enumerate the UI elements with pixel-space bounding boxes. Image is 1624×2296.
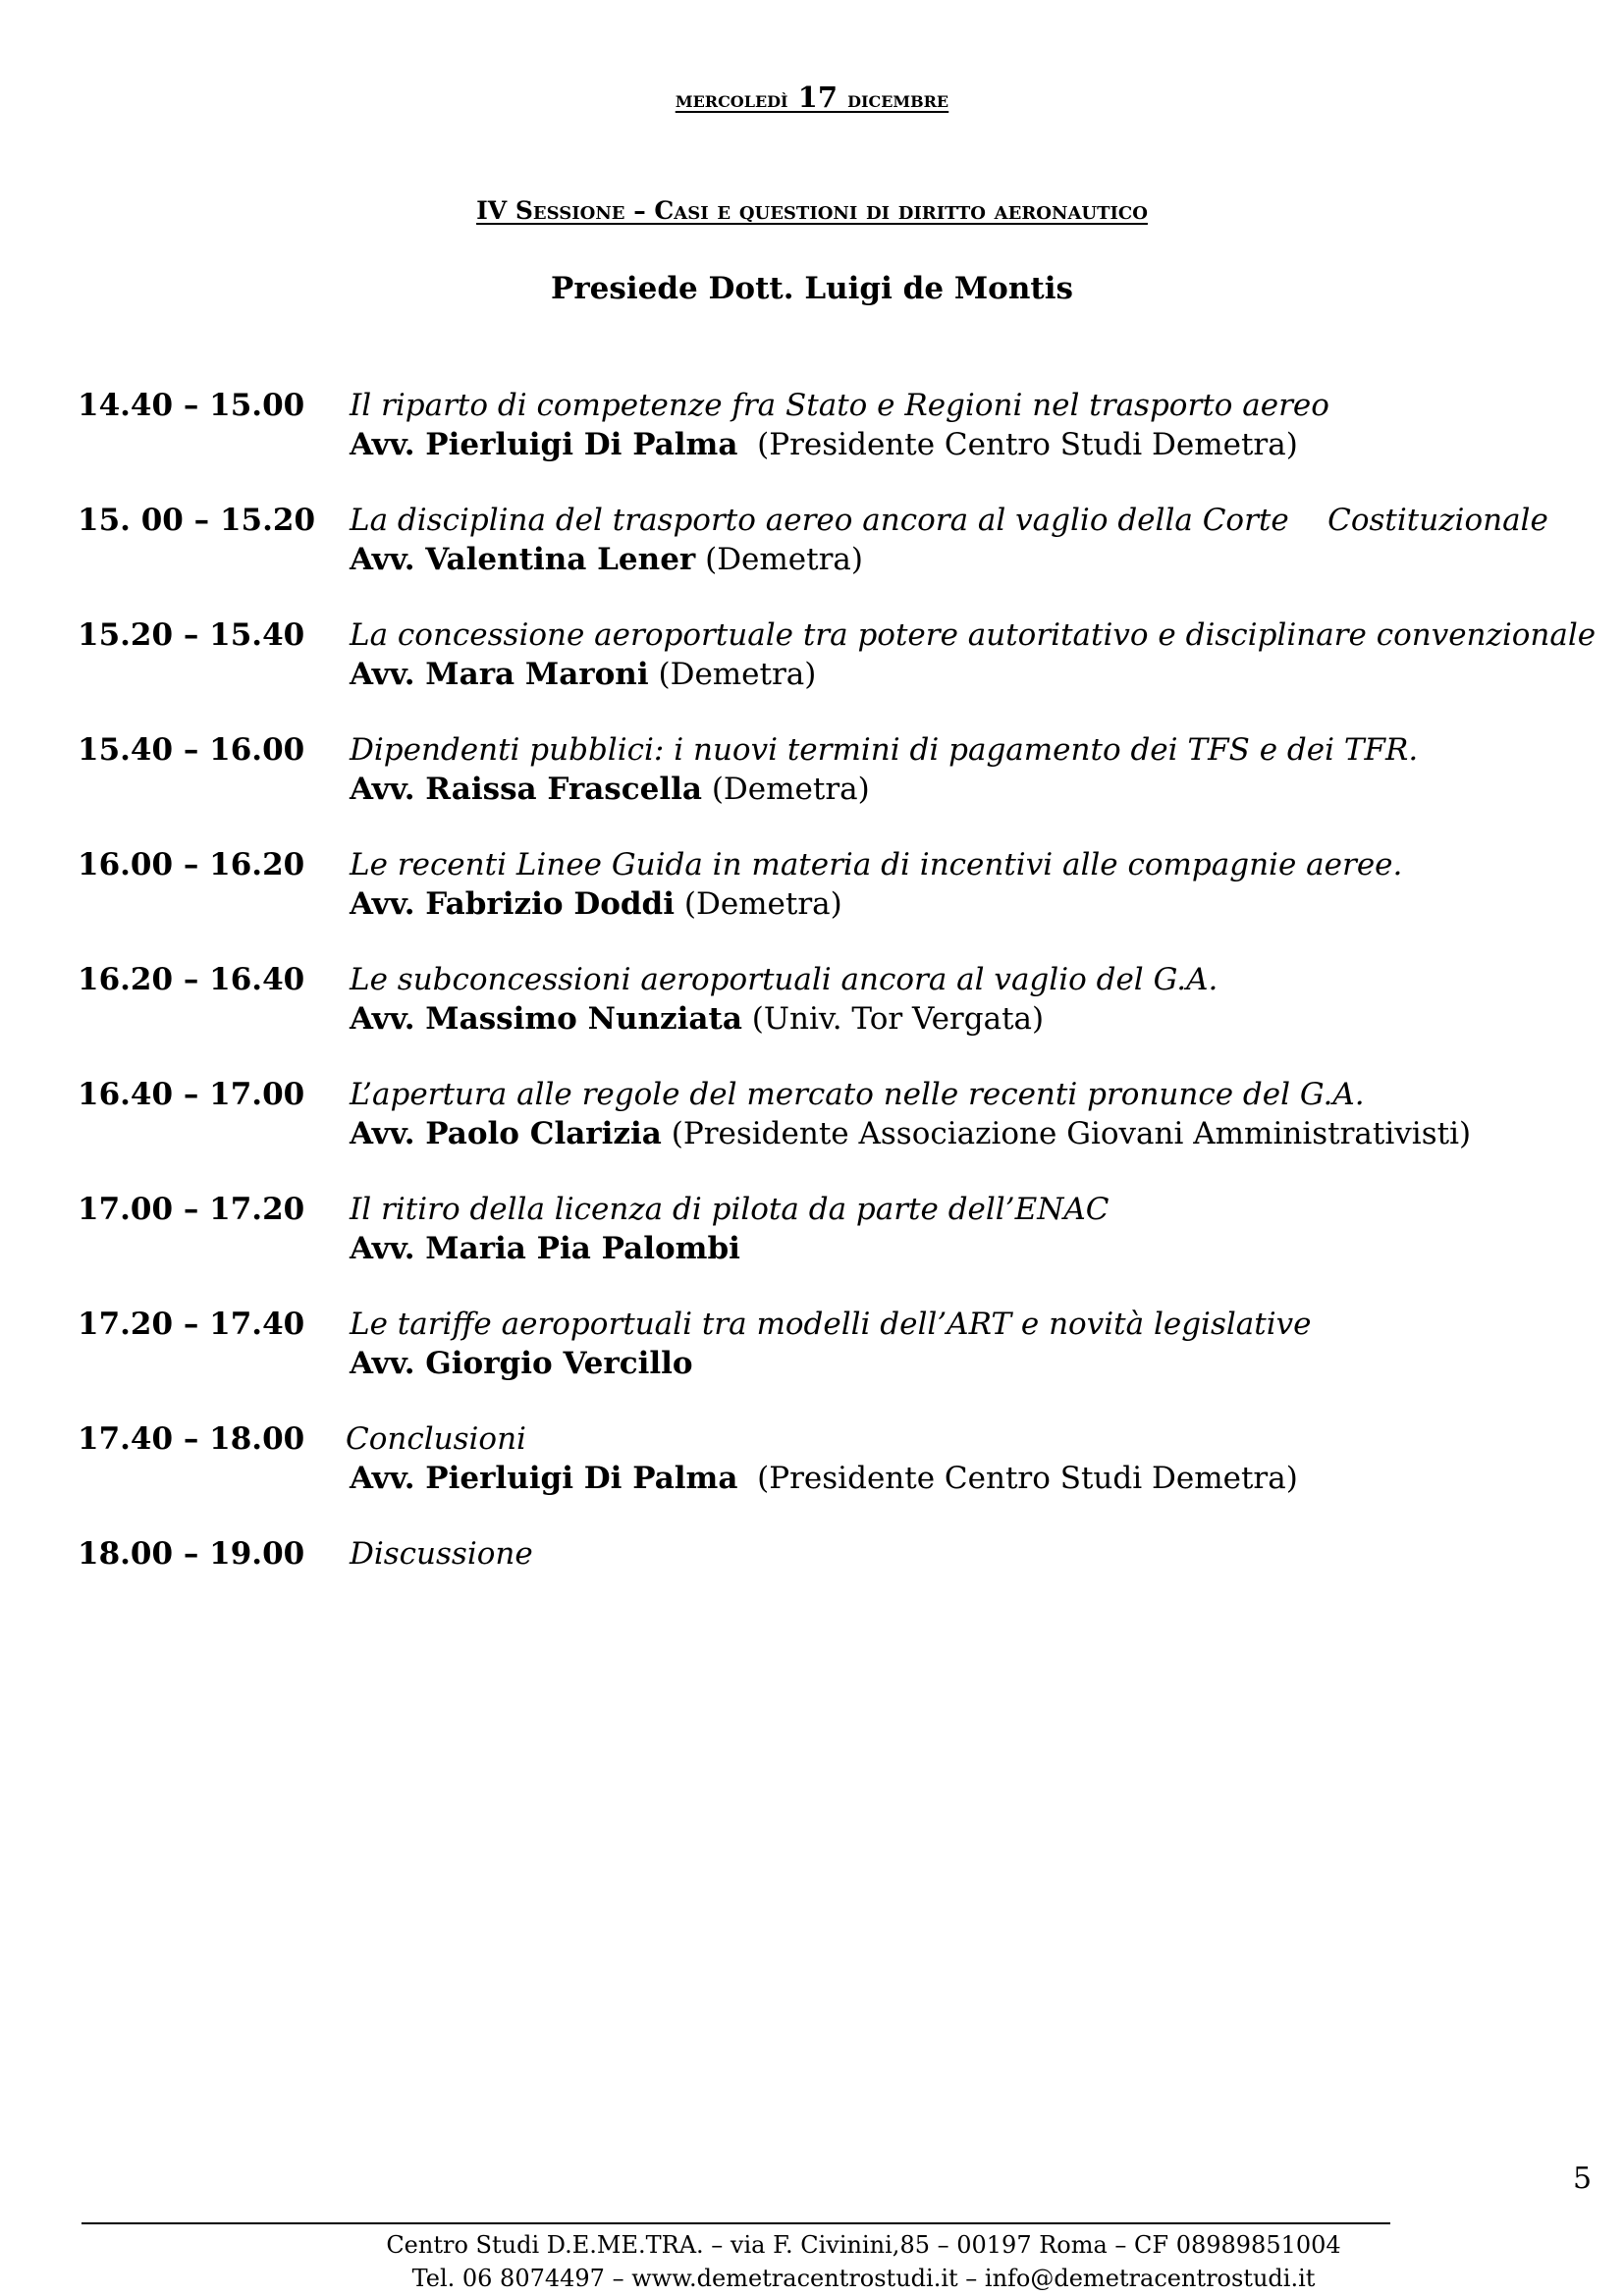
programme-item: [78, 615, 1609, 694]
item-details: [350, 1190, 1597, 1268]
talk-title: Le subconcessioni aeroportuali ancora al vaglio del G.A.: [350, 962, 1218, 997]
item-time: 16.00 – 16.20: [78, 847, 305, 882]
session-chair: Presiede Dott. Luigi de Montis: [551, 271, 1073, 306]
speaker: [350, 540, 1597, 579]
item-details: [350, 1075, 1597, 1153]
item-time: 17.20 – 17.40: [78, 1307, 305, 1342]
speaker: [350, 1114, 1597, 1153]
programme-item: [78, 1075, 1609, 1153]
session-title: [0, 196, 1624, 225]
item-time: 14.40 – 15.00: [78, 388, 305, 423]
speaker-name: Avv. Pierluigi Di Palma: [350, 1461, 738, 1496]
item-details: [350, 1534, 1597, 1574]
speaker-name: Avv. Giorgio Vercillo: [350, 1346, 693, 1381]
talk-title: Discussione: [350, 1536, 533, 1572]
speaker-affiliation: (Demetra): [695, 542, 863, 577]
speaker: [350, 655, 1597, 694]
item-details: [350, 386, 1597, 464]
programme-item: [78, 845, 1609, 924]
speaker-affiliation: (Demetra): [701, 772, 870, 807]
item-details: [350, 615, 1597, 694]
day-weekday: mercoledì: [675, 86, 788, 113]
item-details: [346, 1419, 1597, 1498]
item-time: 17.00 – 17.20: [78, 1192, 305, 1227]
item-time: 15. 00 – 15.20: [78, 503, 316, 538]
item-time: 16.20 – 16.40: [78, 962, 305, 997]
item-time: 15.40 – 16.00: [78, 732, 305, 768]
speaker: [350, 770, 1597, 809]
page-number: 5: [1573, 2162, 1593, 2196]
speaker-name: Avv. Massimo Nunziata: [350, 1001, 742, 1037]
talk-title: Conclusioni: [346, 1421, 526, 1457]
speaker: [350, 1229, 1597, 1268]
programme-item: [78, 501, 1609, 579]
programme-item: [78, 960, 1609, 1039]
speaker-name: Avv. Raissa Frascella: [350, 772, 702, 807]
speaker-name: Avv. Fabrizio Doddi: [350, 886, 676, 922]
programme-item: [78, 730, 1609, 809]
item-time: 16.40 – 17.00: [78, 1077, 305, 1112]
item-details: [350, 501, 1597, 579]
footer-address: Centro Studi D.E.ME.TRA. – via F. Civinini,85 – 00197 Roma – CF 08989851004: [386, 2231, 1341, 2259]
speaker-name: Avv. Paolo Clarizia: [350, 1116, 662, 1151]
speaker: [350, 999, 1597, 1039]
talk-title: Le tariffe aeroportuali tra modelli dell’ART e novità legislative: [350, 1307, 1312, 1342]
speaker: [350, 425, 1597, 464]
programme-item: [78, 386, 1609, 464]
speaker-affiliation: (Presidente Associazione Giovani Amministrativisti): [661, 1116, 1472, 1151]
item-time: 15.20 – 15.40: [78, 617, 305, 653]
day-heading: [0, 80, 1624, 114]
talk-title: La disciplina del trasporto aereo ancora al vaglio della Corte Costituzionale: [350, 503, 1548, 538]
item-details: [350, 730, 1597, 809]
programme-item: [78, 1305, 1609, 1383]
talk-title: La concessione aeroportuale tra potere autoritativo e disciplinare convenzionale: [350, 617, 1597, 653]
item-time: 18.00 – 19.00: [78, 1536, 305, 1572]
talk-title: Le recenti Linee Guida in materia di incentivi alle compagnie aeree.: [350, 847, 1403, 882]
speaker-affiliation: (Demetra): [648, 657, 817, 692]
programme-item: [78, 1419, 1609, 1498]
speaker-name: Avv. Mara Maroni: [350, 657, 649, 692]
footer-contacts: Tel. 06 8074497 – www.demetracentrostudi.it – info@demetracentrostudi.it: [411, 2265, 1316, 2292]
programme-item: [78, 1534, 1609, 1574]
speaker-affiliation: (Presidente Centro Studi Demetra): [737, 1461, 1298, 1496]
speaker-name: Avv. Valentina Lener: [350, 542, 696, 577]
programme-item: [78, 1190, 1609, 1268]
item-details: [350, 845, 1597, 924]
speaker-affiliation: (Univ. Tor Vergata): [741, 1001, 1045, 1037]
item-details: [350, 1305, 1597, 1383]
day-month: dicembre: [847, 86, 949, 113]
talk-title: Dipendenti pubblici: i nuovi termini di pagamento dei TFS e dei TFR.: [350, 732, 1419, 768]
footer-divider: [81, 2222, 1390, 2224]
speaker: [350, 1344, 1597, 1383]
speaker-affiliation: (Demetra): [675, 886, 842, 922]
item-details: [350, 960, 1597, 1039]
speaker-affiliation: (Presidente Centro Studi Demetra): [737, 427, 1298, 462]
talk-title: Il ritiro della licenza di pilota da parte dell’ENAC: [350, 1192, 1110, 1227]
talk-title: L’apertura alle regole del mercato nelle recenti pronunce del G.A.: [350, 1077, 1365, 1112]
programme-list: [78, 386, 1609, 1610]
speaker: [350, 1459, 1597, 1498]
day-heading-text: [675, 80, 949, 114]
item-time: 17.40 – 18.00: [78, 1421, 305, 1457]
talk-title: Il riparto di competenze fra Stato e Regioni nel trasporto aereo: [350, 388, 1329, 423]
speaker-name: Avv. Pierluigi Di Palma: [350, 427, 738, 462]
speaker: [350, 884, 1597, 924]
speaker-name: Avv. Maria Pia Palombi: [350, 1231, 740, 1266]
day-number: 17: [787, 80, 848, 114]
session-title-text: IV Sessione – Casi e questioni di diritto aeronautico: [476, 196, 1148, 225]
